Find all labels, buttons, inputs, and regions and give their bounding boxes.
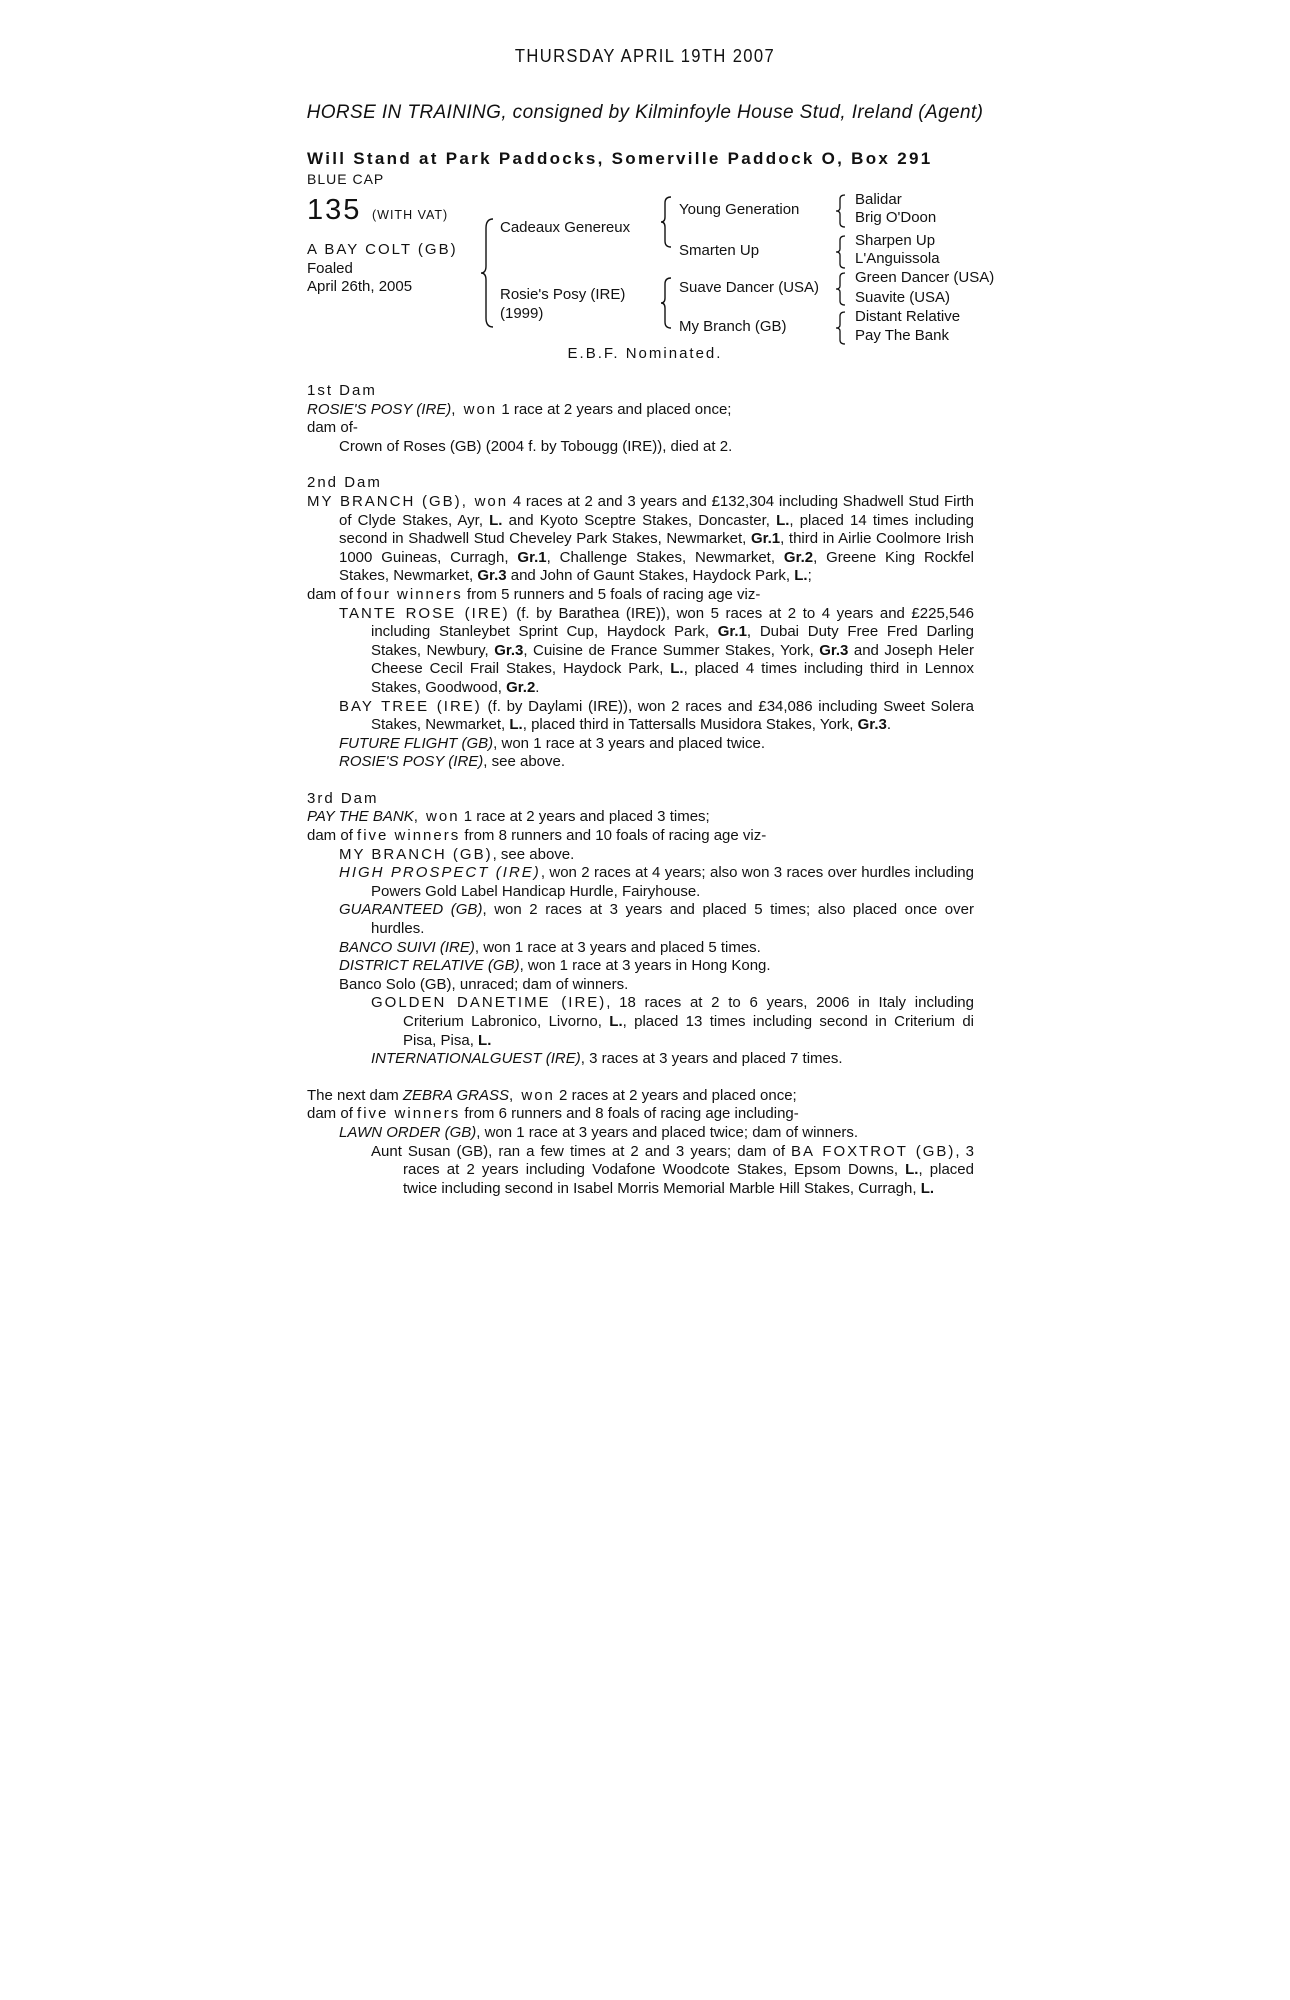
first-dam-entry: ROSIE'S POSY (IRE), won 1 race at 2 years and placed once; <box>307 400 732 418</box>
ebf-note: E.B.F. Nominated. <box>567 345 723 362</box>
pedigree-brace-dam <box>660 277 672 329</box>
second-dam-damof: dam of four winners from 5 runners and 5 foals of racing age viz- <box>307 585 761 603</box>
offspring-golden-danetime: GOLDEN DANETIME (IRE), 18 races at 2 to 6 years, 2006 in Italy including Criterium Labronico, Livorno, L., placed 13 times including second in Criterium di Pisa, Pisa, L. <box>371 994 974 1049</box>
next-dam-entry: The next dam ZEBRA GRASS, won 2 races at 2 years and placed once; <box>307 1086 797 1104</box>
offspring-banco-solo: Banco Solo (GB), unraced; dam of winners. <box>339 975 629 993</box>
pedigree-ssd: Brig O'Doon <box>855 209 937 226</box>
offspring-district-relative: DISTRICT RELATIVE (GB), won 1 race at 3 years in Hong Kong. <box>339 957 771 975</box>
offspring-lawn-order: LAWN ORDER (GB), won 1 race at 3 years and placed twice; dam of winners. <box>339 1123 859 1141</box>
pedigree-dds: Distant Relative <box>855 308 961 325</box>
offspring-guaranteed: GUARANTEED (GB), won 2 races at 3 years and placed 5 times; also placed once over hurdles. <box>339 901 974 938</box>
stand-location: Will Stand at Park Paddocks, Somerville Paddock O, Box 291 <box>307 149 933 168</box>
pedigree-brace-main <box>480 218 494 328</box>
offspring-future-flight: FUTURE FLIGHT (GB), won 1 race at 3 years and placed twice. <box>339 734 765 752</box>
third-dam-damof: dam of five winners from 8 runners and 10 foals of racing age viz- <box>307 827 767 845</box>
vat-note: (WITH VAT) <box>372 208 449 222</box>
foaled-label: Foaled <box>307 260 353 277</box>
offspring-banco-suivi: BANCO SUIVI (IRE), won 1 race at 3 years and placed 5 times. <box>339 938 761 956</box>
pedigree-sire: Cadeaux Genereux <box>500 219 631 236</box>
pedigree-dam-sire: Suave Dancer (USA) <box>679 279 820 296</box>
pedigree-ddd: Pay The Bank <box>855 327 949 344</box>
pedigree-brace-dd <box>835 311 846 345</box>
pedigree-brace-sd <box>835 235 846 269</box>
second-dam-entry: MY BRANCH (GB), won 4 races at 2 and 3 years and £132,304 including Shadwell Stud Firth of Clyde Stakes, Ayr, L. and Kyoto Sceptre Stakes, Doncaster, L., placed 14 times including second in Shadwell Stud Cheveley Park Stakes, Newmarket, Gr.1, third in Airlie Coolmore Irish 1000 Guineas, Curragh, Gr.1, Challenge Stakes, Newmarket, Gr.2, Greene King Rockfel Stakes, Newmarket, Gr.3 and John of Gaunt Stakes, Haydock Park, L.; <box>307 492 975 585</box>
pedigree-sire-dam: Smarten Up <box>679 242 760 259</box>
pedigree-brace-sire <box>660 196 672 248</box>
consignment-line: HORSE IN TRAINING, consigned by Kilminfoyle House Stud, Ireland (Agent) <box>306 102 984 123</box>
pedigree-dam-year: (1999) <box>500 305 544 322</box>
offspring-bay-tree: BAY TREE (IRE) (f. by Daylami (IRE)), won 2 races and £34,086 including Sweet Solera Stakes, Newmarket, L., placed third in Tattersalls Musidora Stakes, York, Gr.3. <box>339 697 975 734</box>
pedigree-sire-sire: Young Generation <box>679 201 800 218</box>
offspring-high-prospect: HIGH PROSPECT (IRE), won 2 races at 4 years; also won 3 races over hurdles including Powers Gold Label Handicap Hurdle, Fairyhouse. <box>339 864 974 900</box>
third-dam-heading: 3rd Dam <box>307 789 379 807</box>
horse-description: A BAY COLT (GB) <box>307 241 458 258</box>
pedigree-dss: Green Dancer (USA) <box>855 269 995 286</box>
offspring-rosies-posy: ROSIE'S POSY (IRE), see above. <box>339 753 566 771</box>
first-dam-heading: 1st Dam <box>307 382 377 399</box>
foaled-date: April 26th, 2005 <box>307 278 413 295</box>
pedigree-sds: Sharpen Up <box>855 232 936 249</box>
pedigree-sss: Balidar <box>855 191 902 208</box>
pedigree-body <box>307 382 974 1198</box>
pedigree-brace-ds <box>835 272 846 306</box>
first-dam-damof: dam of- <box>307 419 358 437</box>
offspring-my-branch: MY BRANCH (GB), see above. <box>339 845 575 863</box>
first-dam-offspring: Crown of Roses (GB) (2004 f. by Tobougg (IRE)), died at 2. <box>339 437 733 455</box>
pedigree-brace-ss <box>835 194 846 228</box>
offspring-aunt-susan: Aunt Susan (GB), ran a few times at 2 and 3 years; dam of BA FOXTROT (GB), 3 races at 2 years including Vodafone Woodcote Stakes, Epsom Downs, L., placed twice including second in Isabel Morris Memorial Marble Hill Stakes, Curragh, L. <box>371 1142 974 1197</box>
sale-date: THURSDAY APRIL 19TH 2007 <box>514 46 776 66</box>
pedigree-dam-dam: My Branch (GB) <box>679 318 787 335</box>
third-dam-entry: PAY THE BANK, won 1 race at 2 years and placed 3 times; <box>307 808 710 826</box>
cap-colour: BLUE CAP <box>307 171 385 187</box>
pedigree-dam: Rosie's Posy (IRE) <box>500 286 626 303</box>
offspring-tante-rose: TANTE ROSE (IRE) (f. by Barathea (IRE)), won 5 races at 2 to 4 years and £225,546 including Stanleybet Sprint Cup, Haydock Park, Gr.1, Dubai Duty Free Fred Darling Stakes, Newbury, Gr.3, Cuisine de France Summer Stakes, York, Gr.3 and Joseph Heler Cheese Cecil Frail Stakes, Haydock Park, L., placed 4 times including third in Lennox Stakes, Goodwood, Gr.2. <box>339 604 975 696</box>
offspring-internationalguest: INTERNATIONALGUEST (IRE), 3 races at 3 years and placed 7 times. <box>371 1050 843 1068</box>
pedigree-sdd: L'Anguissola <box>855 250 940 267</box>
pedigree-dsd: Suavite (USA) <box>855 289 951 306</box>
lot-number: 135 <box>307 194 362 226</box>
second-dam-heading: 2nd Dam <box>307 474 382 492</box>
next-dam-damof: dam of five winners from 6 runners and 8 foals of racing age including- <box>307 1105 799 1123</box>
